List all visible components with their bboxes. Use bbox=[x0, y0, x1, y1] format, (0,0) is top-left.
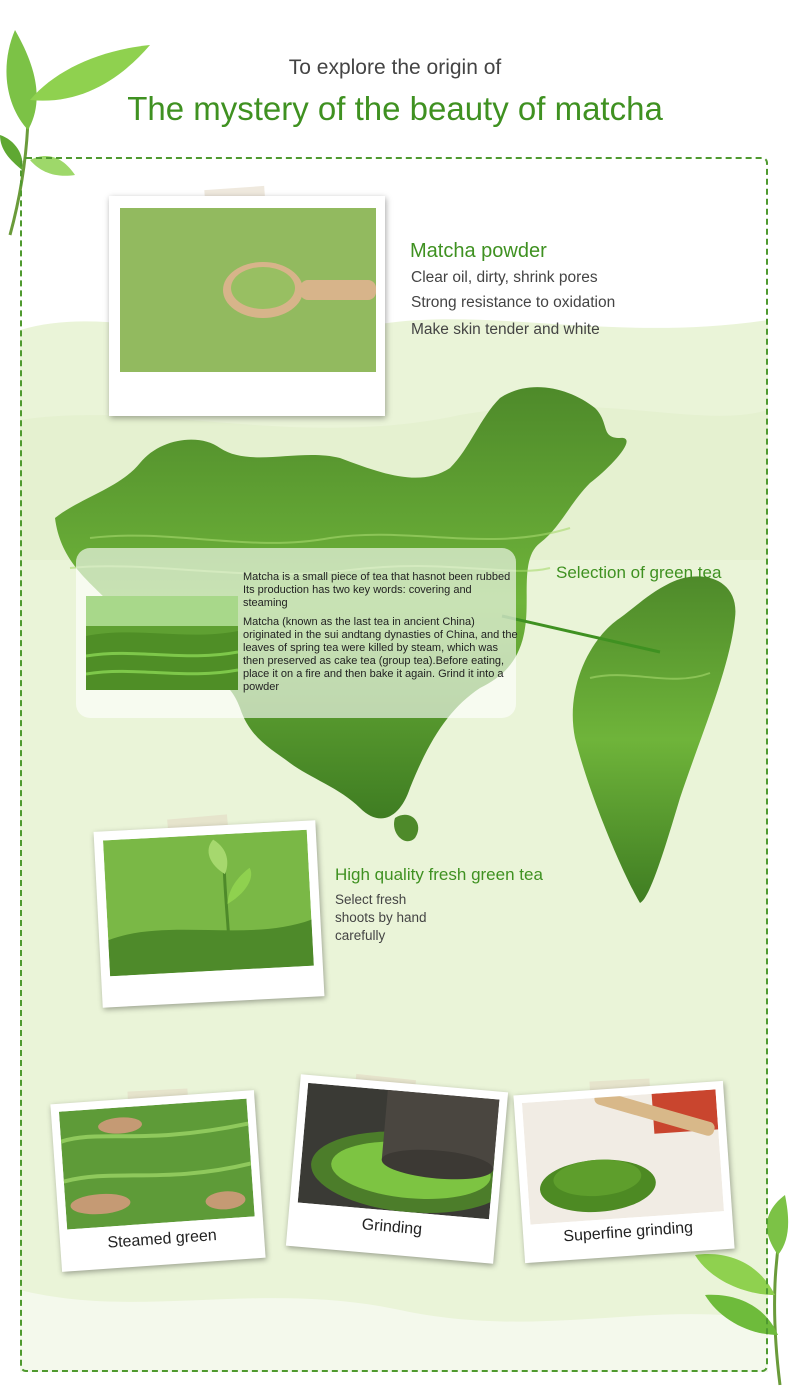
process-photo-steamed bbox=[50, 1090, 265, 1272]
tea-field-photo bbox=[86, 596, 238, 690]
matcha-benefit-line: Make skin tender and white bbox=[411, 321, 600, 338]
process-caption: Grinding bbox=[361, 1216, 423, 1239]
process-photo-superfine bbox=[513, 1081, 734, 1263]
connector-line bbox=[500, 610, 670, 660]
fresh-tea-line: Select fresh bbox=[335, 892, 407, 907]
process-caption: Superfine grinding bbox=[562, 1219, 694, 1246]
matcha-powder-heading: Matcha powder bbox=[410, 240, 547, 262]
process-caption: Steamed green bbox=[106, 1227, 218, 1252]
process-photo-grinding bbox=[286, 1074, 508, 1263]
page-subtitle: To explore the origin of bbox=[288, 56, 502, 79]
selection-heading: Selection of green tea bbox=[556, 563, 722, 582]
page-title: The mystery of the beauty of matcha bbox=[127, 90, 663, 127]
matcha-benefit-line: Strong resistance to oxidation bbox=[411, 294, 616, 311]
fresh-tea-photo bbox=[94, 820, 325, 1007]
fresh-tea-line: shoots by hand bbox=[335, 910, 427, 925]
matcha-benefit-line: Clear oil, dirty, shrink pores bbox=[411, 269, 598, 286]
info-paragraph: Matcha is a small piece of tea that hasnot been rubbed Its production has two key words: covering and steaming bbox=[243, 571, 511, 609]
fresh-tea-heading: High quality fresh green tea bbox=[335, 865, 543, 884]
fresh-tea-line: carefully bbox=[335, 928, 386, 943]
info-text bbox=[243, 571, 518, 700]
info-paragraph: Matcha (known as the last tea in ancient China) originated in the sui andtang dynasties of China, and the leaves of spring tea were killed by steam, which was then preserved as cake tea (group tea).Before eating, place it on a fire and then bake it again. Grind it into a powder bbox=[243, 616, 518, 693]
